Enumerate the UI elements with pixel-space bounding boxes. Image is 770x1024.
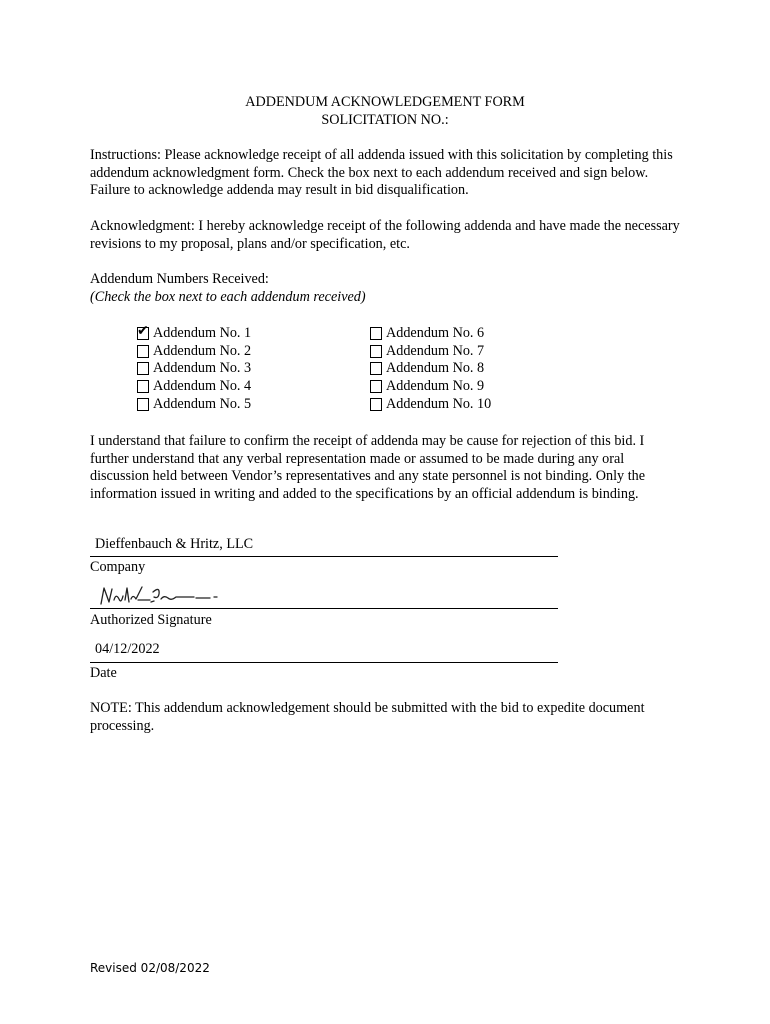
addendum-7-label: Addendum No. 7	[386, 343, 485, 359]
date-line	[90, 662, 558, 663]
addendum-3-checkbox[interactable]	[137, 362, 149, 375]
acknowledgment-text: Acknowledgment: I hereby acknowledge receipt of the following addenda and have made the necessary revisions to my proposal, plans and/or specification, etc.	[90, 218, 680, 252]
handwritten-signature[interactable]	[98, 580, 228, 610]
form-title: ADDENDUM ACKNOWLEDGEMENT FORM	[245, 94, 525, 110]
check-icon: ✔	[137, 323, 149, 339]
addendum-4-checkbox[interactable]	[137, 380, 149, 393]
addendum-3-row[interactable]	[137, 360, 251, 378]
addendum-10-checkbox[interactable]	[370, 398, 382, 411]
addendum-4-row[interactable]	[137, 378, 251, 396]
addendum-8-row[interactable]	[370, 360, 484, 378]
date-label: Date	[90, 665, 117, 681]
note-text: NOTE: This addendum acknowledgement should be submitted with the bid to expedite document processing.	[90, 700, 645, 734]
addendum-1-row[interactable]	[137, 325, 251, 343]
addendum-1-label: Addendum No. 1	[153, 325, 252, 341]
signature-line	[90, 608, 558, 609]
addendum-hint: (Check the box next to each addendum received)	[90, 289, 366, 305]
signature-label: Authorized Signature	[90, 612, 212, 628]
addendum-8-checkbox[interactable]	[370, 362, 382, 375]
addendum-5-checkbox[interactable]	[137, 398, 149, 411]
addendum-10-row[interactable]	[370, 396, 491, 414]
addendum-6-row[interactable]	[370, 325, 484, 343]
addendum-2-checkbox[interactable]	[137, 345, 149, 358]
addendum-8-label: Addendum No. 8	[386, 360, 485, 376]
addendum-6-checkbox[interactable]	[370, 327, 382, 340]
addendum-7-row[interactable]	[370, 343, 484, 361]
addendum-5-row[interactable]	[137, 396, 251, 414]
addendum-5-label: Addendum No. 5	[153, 396, 252, 412]
solicitation-label: SOLICITATION NO.:	[321, 112, 449, 128]
addendum-9-row[interactable]	[370, 378, 484, 396]
understanding-text: I understand that failure to confirm the receipt of addenda may be cause for rejection of this bid. I further understand that any verbal representation made or assumed to be made during any oral discussion held between Vendor’s representatives and any state personnel is not binding. Only the information issued in writing and added to the specifications by an official addendum is binding.	[90, 433, 646, 502]
addendum-10-label: Addendum No. 10	[386, 396, 492, 412]
instructions-text: Instructions: Please acknowledge receipt of all addenda issued with this solicitation by completing this addendum acknowledgment form. Check the box next to each addendum received and sign below. Failure to acknowledge addenda may result in bid disqualification.	[90, 147, 673, 199]
addendum-1-checkbox[interactable]	[137, 323, 149, 340]
addendum-7-checkbox[interactable]	[370, 345, 382, 358]
addendum-heading: Addendum Numbers Received:	[90, 271, 269, 287]
company-label: Company	[90, 559, 146, 575]
company-line	[90, 556, 558, 557]
addendum-4-label: Addendum No. 4	[153, 378, 252, 394]
addendum-2-row[interactable]	[137, 343, 251, 361]
company-value[interactable]: Dieffenbauch & Hritz, LLC	[95, 536, 254, 552]
date-value[interactable]: 04/12/2022	[95, 641, 160, 657]
addendum-9-checkbox[interactable]	[370, 380, 382, 393]
addendum-3-label: Addendum No. 3	[153, 360, 252, 376]
addendum-6-label: Addendum No. 6	[386, 325, 485, 341]
revision-footer: Revised 02/08/2022	[90, 961, 210, 975]
addendum-2-label: Addendum No. 2	[153, 343, 252, 359]
addendum-9-label: Addendum No. 9	[386, 378, 485, 394]
